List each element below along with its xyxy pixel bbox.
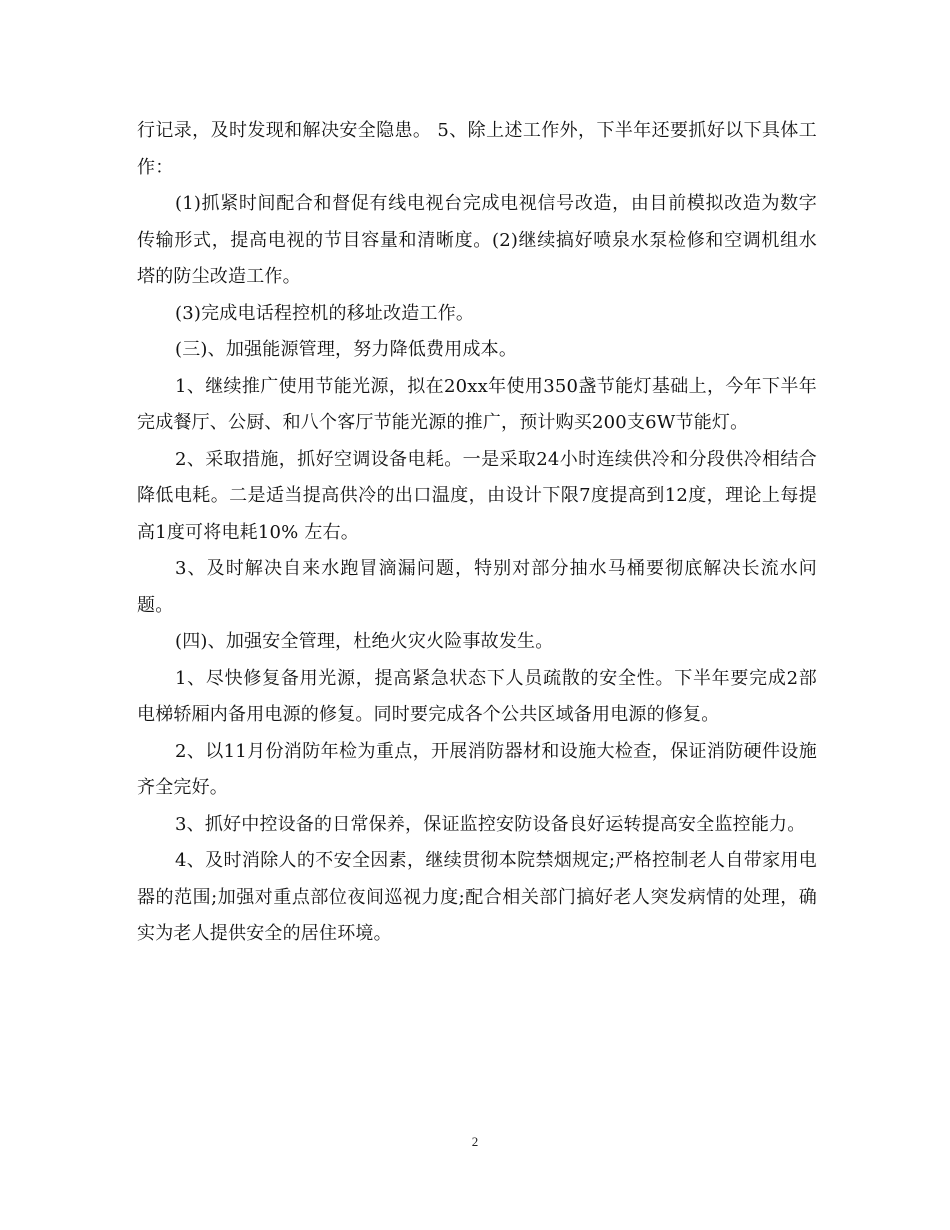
paragraph-safety-2: 2、以11月份消防年检为重点，开展消防器材和设施大检查，保证消防硬件设施齐全完好。 xyxy=(137,740,817,798)
paragraph-safety-1: 1、尽快修复备用光源，提高紧急状态下人员疏散的安全性。下半年要完成2部电梯轿厢内备用电源的修复。同时要完成各个公共区域备用电源的修复。 xyxy=(137,667,817,725)
paragraph-safety-4: 4、及时消除人的不安全因素，继续贯彻本院禁烟规定;严格控制老人自带家用电器的范围;加强对重点部位夜间巡视力度;配合相关部门搞好老人突发病情的处理，确实为老人提供安全的居住环境。 xyxy=(137,850,817,944)
page-number: 2 xyxy=(471,1134,479,1149)
paragraph-continuation: 行记录，及时发现和解决安全隐患。 5、除上述工作外，下半年还要抓好以下具体工作： xyxy=(137,120,817,178)
document-body xyxy=(137,113,817,953)
paragraph-energy-2: 2、采取措施，抓好空调设备电耗。一是采取24小时连续供冷和分段供冷相结合降低电耗。二是适当提高供冷的出口温度，由设计下限7度提高到12度，理论上每提高1度可将电耗10% 左右。 xyxy=(137,448,817,543)
paragraph-item-1: (1)抓紧时间配合和督促有线电视台完成电视信号改造，由目前模拟改造为数字传输形式，提高电视的节目容量和清晰度。(2)继续搞好喷泉水泵检修和空调机组水塔的防尘改造工作。 xyxy=(137,193,817,287)
paragraph-safety-3: 3、抓好中控设备的日常保养，保证监控安防设备良好运转提高安全监控能力。 xyxy=(175,813,806,835)
paragraph-energy-3: 3、及时解决自来水跑冒滴漏问题，特别对部分抽水马桶要彻底解决长流水问题。 xyxy=(137,558,817,616)
paragraph-item-3: (3)完成电话程控机的移址改造工作。 xyxy=(175,302,475,324)
section-heading-safety: (四)、加强安全管理，杜绝火灾火险事故发生。 xyxy=(175,631,554,652)
paragraph-energy-1: 1、继续推广使用节能光源，拟在20xx年使用350盏节能灯基础上，今年下半年完成餐厅、公厨、和八个客厅节能光源的推广，预计购买200支6W节能灯。 xyxy=(137,375,817,433)
section-heading-energy: (三)、加强能源管理，努力降低费用成本。 xyxy=(175,339,518,360)
